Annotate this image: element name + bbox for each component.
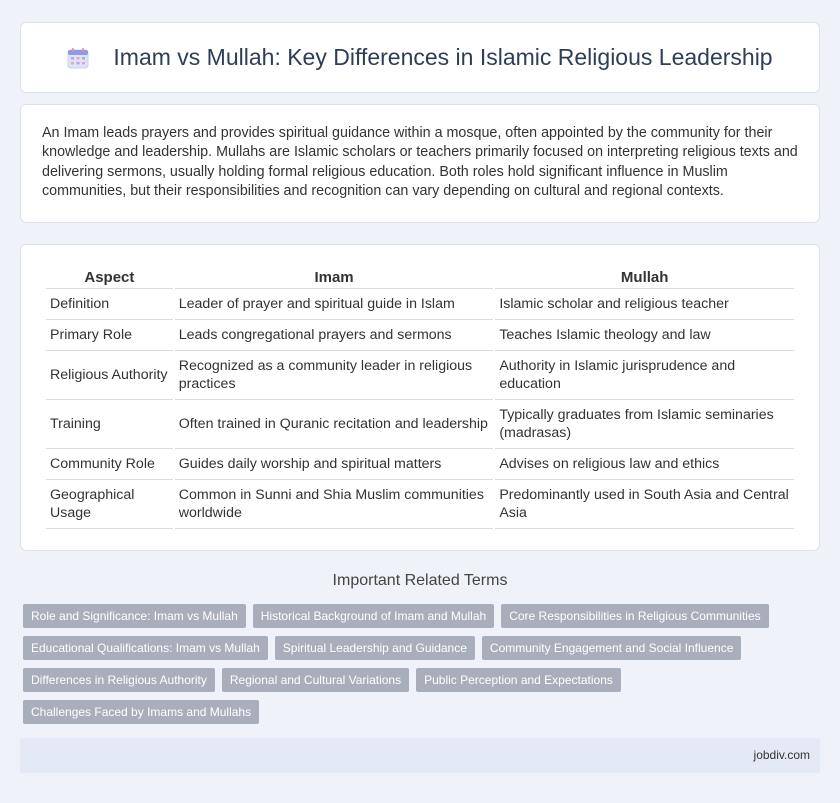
cell-imam: Leader of prayer and spiritual guide in Islam [175, 289, 494, 320]
cell-mullah: Typically graduates from Islamic seminaries (madrasas) [495, 400, 794, 449]
cell-imam: Common in Sunni and Shia Muslim communities worldwide [175, 480, 494, 529]
header-aspect: Aspect [46, 265, 173, 289]
table-row [46, 351, 794, 400]
page-title: Imam vs Mullah: Key Differences in Islamic Religious Leadership [113, 44, 773, 70]
cell-mullah: Teaches Islamic theology and law [495, 320, 794, 351]
cell-mullah: Authority in Islamic jurisprudence and education [495, 351, 794, 400]
related-term-tag[interactable]: Community Engagement and Social Influence [482, 636, 741, 660]
cell-mullah: Advises on religious law and ethics [495, 449, 794, 480]
related-term-tag[interactable]: Regional and Cultural Variations [222, 668, 409, 692]
related-terms-list [23, 604, 803, 732]
cell-mullah: Islamic scholar and religious teacher [495, 289, 794, 320]
intro-card [20, 104, 820, 223]
related-term-tag[interactable]: Core Responsibilities in Religious Communities [501, 604, 768, 628]
related-term-tag[interactable]: Role and Significance: Imam vs Mullah [23, 604, 246, 628]
header-mullah: Mullah [495, 265, 794, 289]
related-term-tag[interactable]: Public Perception and Expectations [416, 668, 621, 692]
cell-imam: Often trained in Quranic recitation and leadership [175, 400, 494, 449]
cell-aspect: Religious Authority [46, 351, 173, 400]
footer [20, 738, 820, 773]
related-term-tag[interactable]: Spiritual Leadership and Guidance [275, 636, 475, 660]
footer-site-link[interactable]: jobdiv.com [753, 748, 810, 762]
cell-imam: Recognized as a community leader in religious practices [175, 351, 494, 400]
table-header-row [46, 265, 794, 289]
related-term-tag[interactable]: Historical Background of Imam and Mullah [253, 604, 494, 628]
comparison-table [44, 265, 796, 529]
cell-aspect: Geographical Usage [46, 480, 173, 529]
related-terms-title: Important Related Terms [332, 572, 508, 589]
cell-aspect: Community Role [46, 449, 173, 480]
cell-imam: Guides daily worship and spiritual matters [175, 449, 494, 480]
table-row [46, 400, 794, 449]
table-row [46, 289, 794, 320]
related-term-tag[interactable]: Differences in Religious Authority [23, 668, 215, 692]
intro-text: An Imam leads prayers and provides spiritual guidance within a mosque, often appointed by the community for their knowledge and leadership. Mullahs are Islamic scholars or teachers primarily focused on interpreting religious texts and delivering sermons, usually holding formal religious education. Both roles hold significant influence in Muslim communities, but their responsibilities and recognition can vary depending on cultural and regional contexts. [42, 125, 798, 199]
cell-aspect: Primary Role [46, 320, 173, 351]
cell-aspect: Training [46, 400, 173, 449]
comparison-card [20, 244, 820, 551]
calendar-icon [67, 47, 89, 69]
header-card [20, 22, 820, 93]
table-row [46, 480, 794, 529]
table-row [46, 449, 794, 480]
related-term-tag[interactable]: Challenges Faced by Imams and Mullahs [23, 700, 259, 724]
cell-mullah: Predominantly used in South Asia and Central Asia [495, 480, 794, 529]
header-imam: Imam [175, 265, 494, 289]
cell-imam: Leads congregational prayers and sermons [175, 320, 494, 351]
cell-aspect: Definition [46, 289, 173, 320]
table-row [46, 320, 794, 351]
related-term-tag[interactable]: Educational Qualifications: Imam vs Mullah [23, 636, 268, 660]
